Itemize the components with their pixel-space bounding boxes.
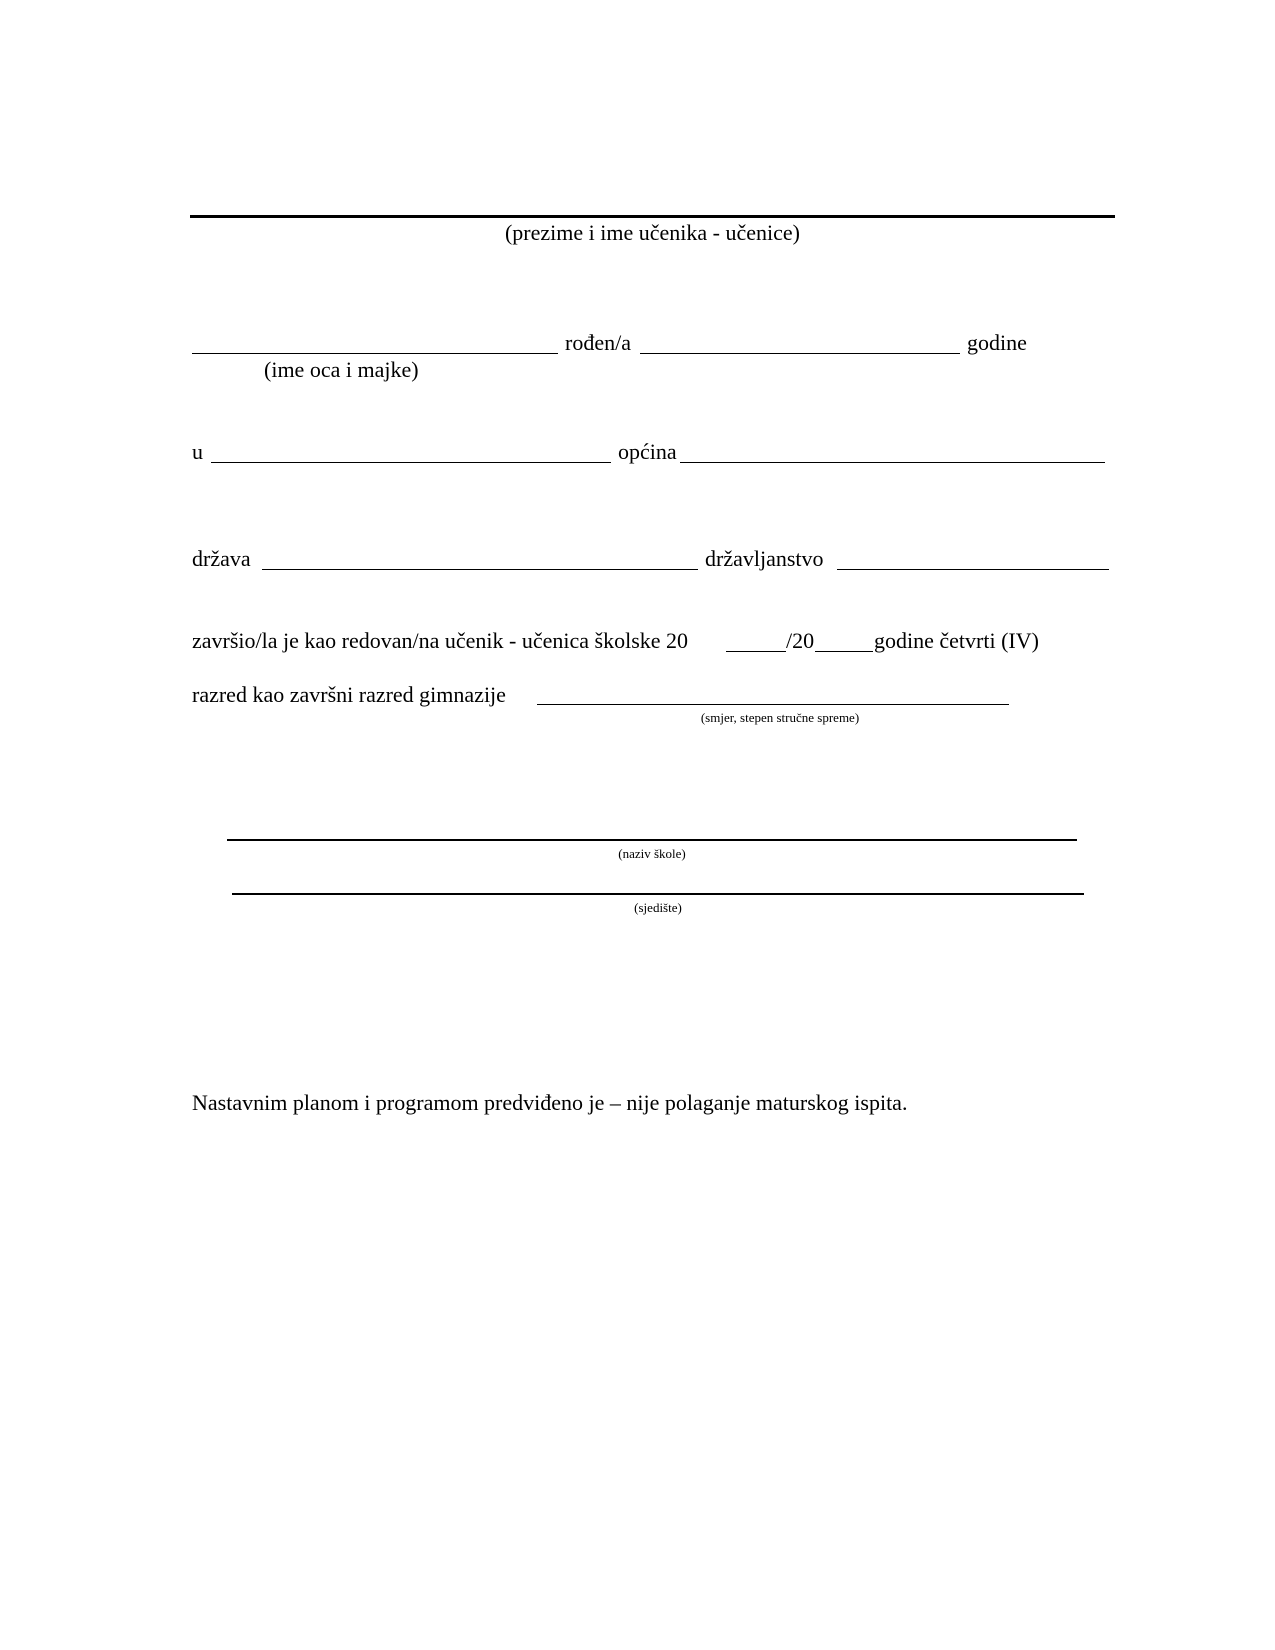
- year-suffix-label: godine: [967, 330, 1027, 355]
- municipality-label: općina: [618, 439, 677, 464]
- student-name-line[interactable]: [190, 215, 1115, 218]
- direction-caption: (smjer, stepen stručne spreme): [700, 710, 860, 725]
- municipality-line[interactable]: [680, 462, 1105, 463]
- completed-text-part1: završio/la je kao redovan/na učenik - učenica školske 20: [192, 628, 689, 653]
- school-seat-line[interactable]: [232, 893, 1084, 895]
- completed-text-part2: godine četvrti (IV): [874, 628, 1039, 653]
- student-name-caption: (prezime i ime učenika - učenice): [504, 220, 800, 245]
- born-label: rođen/a: [565, 330, 631, 355]
- school-seat-caption: (sjedište): [634, 900, 682, 915]
- citizenship-line[interactable]: [837, 569, 1109, 570]
- citizenship-label: državljanstvo: [705, 546, 824, 571]
- direction-line[interactable]: [537, 704, 1009, 705]
- school-name-line[interactable]: [227, 839, 1077, 841]
- parents-caption: (ime oca i majke): [264, 357, 419, 382]
- grade-text: razred kao završni razred gimnazije: [192, 682, 506, 707]
- in-label: u: [192, 439, 203, 464]
- school-year-start-line[interactable]: [726, 651, 786, 652]
- curriculum-note: Nastavnim planom i programom predviđeno je – nije polaganje maturskog ispita.: [192, 1090, 908, 1115]
- birth-date-line[interactable]: [640, 353, 960, 354]
- school-name-caption: (naziv škole): [618, 846, 686, 861]
- completed-slash-label: /20: [786, 628, 815, 653]
- country-label: država: [192, 546, 251, 571]
- school-year-end-line[interactable]: [815, 651, 873, 652]
- birth-place-line[interactable]: [211, 462, 611, 463]
- country-line[interactable]: [262, 569, 698, 570]
- parents-name-line[interactable]: [192, 353, 558, 354]
